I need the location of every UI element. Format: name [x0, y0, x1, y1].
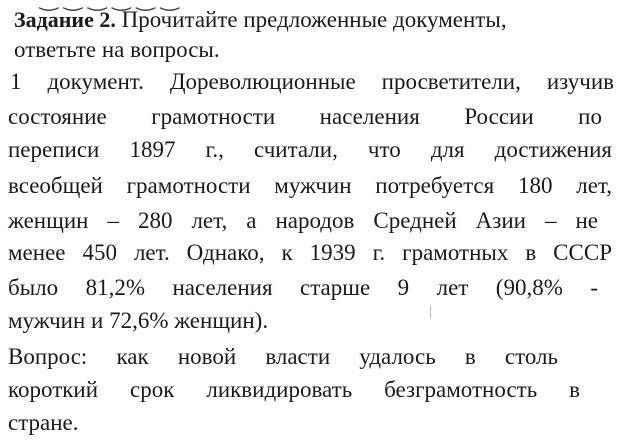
document-text-line: женщин – 280 лет, а народов Средней Азии – не	[8, 208, 598, 233]
task-intro-line-2: ответьте на вопросы.	[14, 37, 220, 62]
task-heading	[14, 8, 507, 31]
document-text-line: переписи 1897 г., считали, что для достижения	[8, 137, 612, 162]
question-text-line: Вопрос: как новой власти удалось в столь	[8, 344, 558, 369]
document-text-line: менее 450 лет. Однако, к 1939 г. грамотных в СССР	[8, 240, 612, 265]
task-label: Задание 2.	[14, 7, 116, 32]
document-text-line: всеобщей грамотности мужчин потребуется 180 лет,	[8, 173, 612, 198]
task-intro-line-1: Прочитайте предложенные документы,	[121, 7, 507, 32]
document-text-line: 1 документ. Дореволюционные просветители, изучив	[10, 69, 614, 94]
scan-mark	[430, 306, 431, 318]
document-text-line: состояние грамотности населения России по	[8, 104, 602, 129]
question-text-line: стране.	[8, 410, 79, 435]
document-text-line: было 81,2% населения старше 9 лет (90,8% -	[8, 275, 598, 300]
question-text-line: короткий срок ликвидировать безграмотность в	[8, 377, 580, 402]
document-text-line: мужчин и 72,6% женщин).	[8, 308, 269, 333]
